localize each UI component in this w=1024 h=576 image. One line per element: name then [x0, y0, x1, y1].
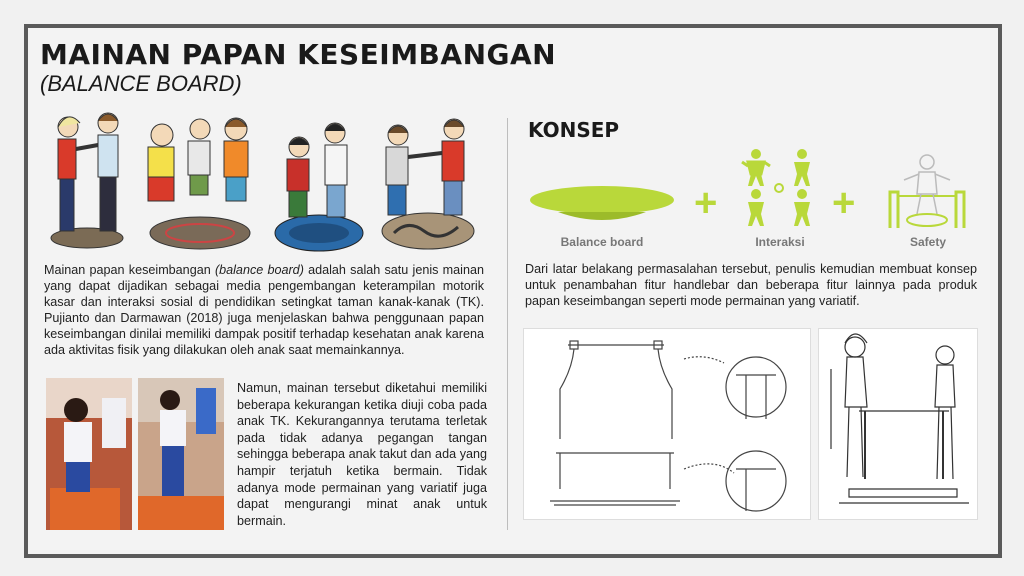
photo-trial-1 — [46, 378, 132, 530]
drawback-paragraph: Namun, mainan tersebut diketahui memiliki beberapa kekurangan ketika diuji coba pada anak TK. Kekurangannya terutama terletak pada tidak adanya pegangan tangan sehingga beberapa anak takut dan ada yang hampir terjatuh ketika bermain. Tidak adanya mode permainan yang variatif juga dapat mengurangi minat anak untuk bermain. — [237, 381, 487, 528]
caption-interaksi: Interaksi — [755, 235, 805, 249]
column-divider — [507, 118, 508, 530]
caption-safety: Safety — [909, 235, 947, 249]
plus-sign-1: + — [694, 181, 718, 225]
kids-usage-sketch — [818, 328, 978, 520]
photo-trial-2 — [138, 378, 224, 530]
interaction-icon — [740, 148, 820, 230]
intro-text-rest: adalah salah satu jenis mainan yang dapat dijadikan sebagai media pengembangan keterampilan motorik kasar dan interaksi sosial di pendidikan setingkat taman kanak-kanak (TK). Pujianto dan Darmawan (2018) juga menjelaskan bahwa penggunaan papan keseimbangan dinilai memiliki dampak positif terhadap kesehatan anak karena ada aktivitas fisik yang dilakukan oleh anak saat memainkannya. — [44, 263, 484, 357]
illustration-kids-pair-2 — [271, 105, 367, 255]
handlebar-sketch — [523, 328, 811, 520]
page-subtitle: (BALANCE BOARD) — [40, 71, 242, 96]
illustration-kids-pair-3 — [380, 105, 476, 255]
plus-sign-2: + — [832, 181, 856, 225]
caption-balance-board: Balance board — [560, 235, 644, 249]
konsep-heading: KONSEP — [528, 118, 620, 142]
safety-icon — [884, 150, 970, 232]
intro-italic-term: (balance board) — [214, 263, 304, 277]
intro-paragraph — [44, 262, 484, 358]
intro-text-start: Mainan papan keseimbangan — [44, 263, 215, 277]
balance-board-icon — [528, 184, 676, 226]
illustration-kids-pair-1 — [46, 105, 128, 255]
page-title: MAINAN PAPAN KESEIMBANGAN — [40, 38, 557, 71]
illustration-kids-group — [140, 105, 258, 255]
konsep-paragraph: Dari latar belakang permasalahan tersebut, penulis kemudian membuat konsep untuk penambahan fitur handlebar dan beberapa fitur lainnya pada produk papan keseimbangan seperti mode permainan yang variatif. — [525, 262, 977, 308]
